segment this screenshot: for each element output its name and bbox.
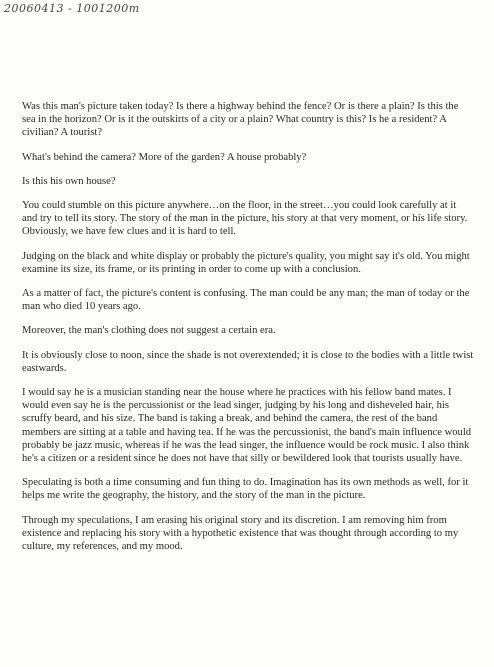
paragraph: It is obviously close to noon, since the shade is not overextended; it is close to the bodies with a little twist eastwards.: [22, 349, 474, 374]
paragraph: Through my speculations, I am erasing his original story and its discretion. I am removing him from existence and replacing his story with a hypothetic existence that was thought through according to my culture, my references, and my mood.: [22, 514, 459, 553]
paragraph: You could stumble on this picture anywhere…on the floor, in the street…you could look carefully at it and try to tell its story. The story of the man in the picture, his story at that very moment, or his life story. Obviously, we have few clues and it is hard to tell.: [22, 200, 468, 238]
paragraph: What's behind the camera? More of the garden? A house probably?: [22, 151, 307, 163]
paragraph: Speculating is both a time consuming and fun thing to do. Imagination has its own methods as well, for it helps me write the geography, the history, and the story of the man in the picture.: [22, 477, 469, 502]
document-body: [22, 100, 474, 564]
paragraph: I would say he is a musician standing near the house where he practices with his fellow band mates. I would even say he is the percussionist or the lead singer, judging by his long and disheveled hair, his scruffy beard, and his size. The band is taking a break, and behind the camera, the rest of the band members are sitting at a table and having tea. If he was the percussionist, the band's main influence would probably be jazz music, whereas if he was the lead singer, the influence would be rock music. I also think he's a citizen or a resident since he does not have that silly or bewildered look that tourists usually have.: [22, 387, 472, 465]
paragraph: Moreover, the man's clothing does not suggest a certain era.: [22, 325, 276, 337]
paragraph: Was this man's picture taken today? Is there a highway behind the fence? Or is there a plain? Is this the sea in the horizon? Or is it the outskirts of a city or a plain? What country is this? Is he a resident? A civilian? A tourist?: [22, 101, 459, 139]
handwritten-note: 20060413 - 1001200m: [4, 2, 140, 15]
paragraph: Is this his own house?: [22, 175, 116, 187]
paragraph: Judging on the black and white display or probably the picture's quality, you might say it's old. You might examine its size, its frame, or its printing in order to come up with a conclusion.: [22, 250, 470, 275]
paragraph: As a matter of fact, the picture's content is confusing. The man could be any man; the man of today or the man who died 10 years ago.: [22, 288, 470, 313]
